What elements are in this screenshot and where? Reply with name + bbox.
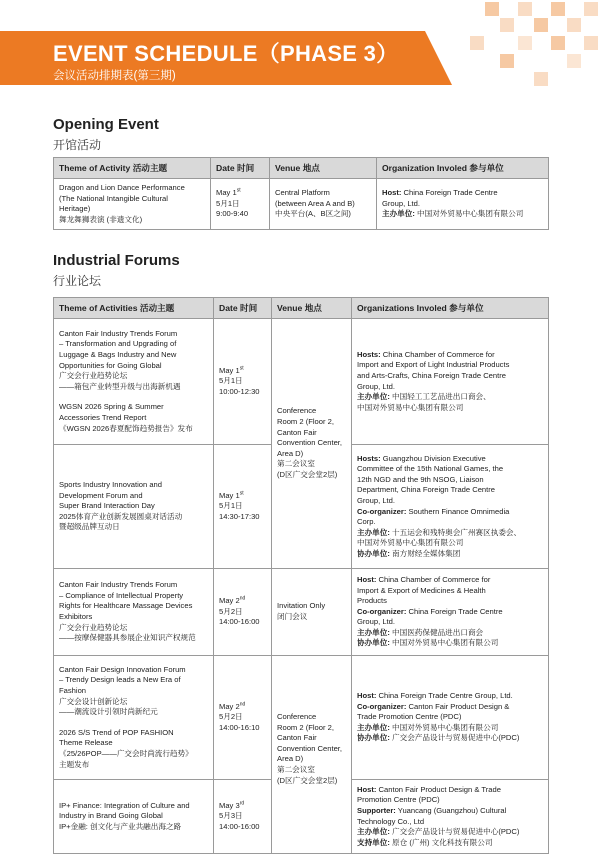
theme-line: 2025体育产业创新发展圆桌对话活动 xyxy=(59,511,183,521)
org-line: 协办单位: 广交会产品设计与贸易促进中心(PDC) xyxy=(357,733,520,743)
decor-square xyxy=(551,36,565,50)
table-header-row xyxy=(54,158,549,179)
theme-line: WGSN 2026 Spring & Summer xyxy=(59,402,164,412)
col-header-date: Date 时间 xyxy=(214,298,272,319)
venue-cell xyxy=(272,569,352,656)
theme-line: Industry in Brand Going Global xyxy=(59,811,163,821)
decor-square xyxy=(485,2,499,16)
org-cell xyxy=(352,780,549,854)
theme-line: Fashion xyxy=(59,686,87,696)
table-row xyxy=(54,179,549,230)
theme-line: ——按摩保健器具参展企业知识产权规范 xyxy=(59,633,196,643)
org-line: 中国对外贸易中心集团有限公司 xyxy=(357,402,464,412)
theme-cell xyxy=(54,656,214,780)
date-time: 14:00-16:10 xyxy=(219,722,260,732)
table-row xyxy=(54,656,549,780)
org-line: Import and Export of Light Industrial Products xyxy=(357,360,510,370)
theme-line: Canton Fair Industry Trends Forum xyxy=(59,328,178,338)
org-line: Group, Ltd. xyxy=(357,617,395,627)
opening-section-subtitle: 开馆活动 xyxy=(53,138,102,152)
theme-line: IP+金融: 创文化与产业共融出海之路 xyxy=(59,821,182,831)
theme-cell xyxy=(54,445,214,569)
header-banner xyxy=(0,31,420,85)
theme-line: Dragon and Lion Dance Performance xyxy=(59,183,185,192)
theme-line: ——箱包产业转型升级与出海新机遇 xyxy=(59,381,181,391)
theme-line: IP+ Finance: Integration of Culture and xyxy=(59,800,190,810)
theme-line: Super Brand Interaction Day xyxy=(59,501,155,511)
org-line: 12th NGD and the 9th NSOG, Liaison xyxy=(357,474,484,484)
col-header-venue: Venue 地点 xyxy=(272,298,352,319)
date-month: May 1st xyxy=(219,490,244,500)
date-month: May 1st xyxy=(216,187,241,198)
decor-square xyxy=(534,72,548,86)
date-month: May 2nd xyxy=(219,595,246,606)
org-cell xyxy=(377,179,549,230)
opening-section-title: Opening Event xyxy=(53,116,159,133)
org-line: Products xyxy=(357,596,387,606)
theme-line: Accessories Trend Report xyxy=(59,412,147,422)
date-cell xyxy=(211,179,270,230)
decor-square xyxy=(584,36,598,50)
theme-line: 广交会行业趋势论坛 xyxy=(59,371,128,381)
theme-line: 广交会设计创新论坛 xyxy=(59,696,128,706)
venue-line: Area D) xyxy=(277,448,304,458)
theme-line: 《25/26POP——广交会时尚流行趋势》 xyxy=(59,748,193,758)
opening-table xyxy=(53,157,549,230)
org-line: 主办单位: 中国医药保健品进出口商会 xyxy=(357,627,484,637)
date-cn: 5月1日 xyxy=(219,376,243,386)
theme-line: ——潮流设计引领时尚新纪元 xyxy=(59,707,158,717)
org-line: Committee of the 15th National Games, the xyxy=(357,464,504,474)
org-line: Import & Export of Medicines & Health xyxy=(357,585,486,595)
date-time: 14:00-16:00 xyxy=(219,821,260,831)
theme-line: – Trendy Design leads a New Era of xyxy=(59,675,181,685)
date-month: May 3rd xyxy=(219,800,245,810)
date-cn: 5月2日 xyxy=(219,712,243,722)
org-line: Group, Ltd. xyxy=(357,495,395,505)
date-time: 14:30-17:30 xyxy=(219,511,260,521)
decor-square xyxy=(567,18,581,32)
forums-section-title: Industrial Forums xyxy=(53,252,180,269)
org-line: Host: China Chamber of Commerce for xyxy=(357,574,491,584)
venue-line: (D区广交会堂2层) xyxy=(277,775,338,785)
venue-line: Invitation Only xyxy=(277,601,326,611)
org-line: Host: Canton Fair Product Design & Trade xyxy=(357,784,501,794)
table-header-row xyxy=(54,298,549,319)
decor-square xyxy=(518,36,532,50)
date-cell xyxy=(214,445,272,569)
decor-square xyxy=(534,18,548,32)
org-line: Trade Promotion Centre (PDC) xyxy=(357,712,462,722)
page-subtitle: 会议活动排期表(第三期) xyxy=(53,70,176,82)
venue-line: Canton Fair xyxy=(277,733,317,743)
org-line: Co-organizer: Canton Fair Product Design & xyxy=(357,701,510,711)
theme-line: Canton Fair Design Innovation Forum xyxy=(59,664,186,674)
org-line: Host: China Foreign Trade Centre Group, Ltd. xyxy=(357,691,513,701)
theme-line: Exhibitors xyxy=(59,612,93,621)
col-header-org: Organization Involed 参与单位 xyxy=(377,158,549,179)
venue-line: (D区广交会堂2层) xyxy=(277,469,338,479)
org-line: Hosts: Guangzhou Division Executive xyxy=(357,453,486,463)
date-month: May 1st xyxy=(219,365,244,375)
venue-line: Convention Center, xyxy=(277,743,343,753)
decor-square xyxy=(470,36,484,50)
forums-table xyxy=(53,297,549,854)
theme-line: 主题发布 xyxy=(59,759,90,769)
theme-line: Luggage & Bags Industry and New xyxy=(59,350,177,360)
venue-line: (between Area A and B) xyxy=(275,198,355,208)
venue-line: 闭门会议 xyxy=(277,612,308,621)
date-cell xyxy=(214,780,272,854)
org-cell xyxy=(352,569,549,656)
theme-line: Canton Fair Industry Trends Forum xyxy=(59,580,178,590)
col-header-theme: Theme of Activities 活动主题 xyxy=(54,298,214,319)
date-cell xyxy=(214,569,272,656)
col-header-org: Organizations Involed 参与单位 xyxy=(352,298,549,319)
org-cell xyxy=(352,656,549,780)
venue-line: Room 2 (Floor 2, xyxy=(277,722,334,732)
theme-line: Heritage) xyxy=(59,204,91,214)
theme-line: 暨超级品牌互动日 xyxy=(59,522,120,532)
col-header-date: Date 时间 xyxy=(211,158,270,179)
page-title: EVENT SCHEDULE（PHASE 3） xyxy=(53,41,399,66)
date-time: 9:00-9:40 xyxy=(216,209,249,219)
venue-line: Central Platform xyxy=(275,188,330,198)
org-line: 支持单位: 原仓 (广州) 文化科技有限公司 xyxy=(357,837,493,847)
decor-square xyxy=(500,54,514,68)
org-line: Co-organizer: China Foreign Trade Centre xyxy=(357,606,503,616)
org-line: Hosts: China Chamber of Commerce for xyxy=(357,349,495,359)
theme-line: – Transformation and Upgrading of xyxy=(59,339,177,349)
date-cell xyxy=(214,319,272,445)
venue-line: Conference xyxy=(277,712,317,721)
org-line: Co-organizer: Southern Finance Omnimedia xyxy=(357,506,510,516)
org-line: 协办单位: 中国对外贸易中心集团有限公司 xyxy=(357,638,499,648)
org-line: Technology Co., Ltd xyxy=(357,816,425,826)
venue-line: Conference xyxy=(277,406,317,416)
org-line: Department, China Foreign Trade Centre xyxy=(357,485,496,495)
theme-cell xyxy=(54,780,214,854)
table-row xyxy=(54,569,549,656)
org-line: 主办单位: 广交会产品设计与贸易促进中心(PDC) xyxy=(357,827,520,837)
theme-line: 广交会行业趋势论坛 xyxy=(59,622,128,632)
date-time: 10:00-12:30 xyxy=(219,386,260,396)
theme-line: Theme Release xyxy=(59,738,113,748)
venue-cell xyxy=(270,179,377,230)
date-cn: 5月3日 xyxy=(219,811,243,821)
date-cn: 5月2日 xyxy=(219,606,243,616)
theme-line: (The National Intangible Cultural xyxy=(59,193,168,203)
org-cell xyxy=(352,445,549,569)
theme-line: Rights for Healthcare Massage Devices xyxy=(59,601,193,611)
org-cell xyxy=(352,319,549,445)
org-line: 协办单位: 南方财经全媒体集团 xyxy=(357,548,461,558)
org-line: Host: China Foreign Trade Centre xyxy=(382,188,498,198)
theme-cell xyxy=(54,319,214,445)
col-header-venue: Venue 地点 xyxy=(270,158,377,179)
theme-line: Sports Industry Innovation and xyxy=(59,480,163,490)
date-cn: 5月1日 xyxy=(216,198,240,208)
col-header-theme: Theme of Activity 活动主题 xyxy=(54,158,211,179)
venue-line: Canton Fair xyxy=(277,427,317,437)
org-line: Corp. xyxy=(357,517,376,527)
forums-section-subtitle: 行业论坛 xyxy=(53,274,102,288)
theme-line: Development Forum and xyxy=(59,490,143,500)
theme-line: – Compliance of Intellectual Property xyxy=(59,590,184,600)
decor-square xyxy=(584,2,598,16)
org-line: 中国对外贸易中心集团有限公司 xyxy=(357,538,464,548)
org-line: Promotion Centre (PDC) xyxy=(357,795,440,805)
org-line: Group, Ltd. xyxy=(382,198,420,208)
org-line: Group, Ltd. xyxy=(357,381,395,391)
date-cell xyxy=(214,656,272,780)
venue-line: 第二会议室 xyxy=(277,764,315,774)
venue-cell xyxy=(272,319,352,569)
venue-line: Convention Center, xyxy=(277,438,343,448)
org-line: Supporter: Yuancang (Guangzhou) Cultural xyxy=(357,805,507,815)
table-row xyxy=(54,319,549,445)
theme-line: Opportunities for Going Global xyxy=(59,360,162,370)
decor-square xyxy=(500,18,514,32)
theme-line: 2026 S/S Trend of POP FASHION xyxy=(59,727,174,737)
theme-line: 《WGSN 2026春夏配饰趋势报告》发布 xyxy=(59,423,193,433)
venue-line: Room 2 (Floor 2, xyxy=(277,417,334,427)
theme-cell xyxy=(54,179,211,230)
org-line: 主办单位: 中国对外贸易中心集团有限公司 xyxy=(382,209,524,219)
decor-square xyxy=(518,2,532,16)
date-cn: 5月1日 xyxy=(219,501,243,511)
decor-square xyxy=(551,2,565,16)
theme-cell xyxy=(54,569,214,656)
decor-square xyxy=(567,54,581,68)
org-line: 主办单位: 中国轻工工艺品进出口商会、 xyxy=(357,392,491,402)
org-line: 主办单位: 十五运会和残特奥会广州赛区执委会、 xyxy=(357,527,522,537)
date-time: 14:00-16:00 xyxy=(219,617,260,627)
theme-line: 舞龙舞狮表演 (非遗文化) xyxy=(59,214,143,224)
venue-line: 第二会议室 xyxy=(277,459,315,469)
venue-line: Area D) xyxy=(277,754,304,764)
date-month: May 2nd xyxy=(219,701,246,711)
venue-line: 中央平台(A、B区之间) xyxy=(275,209,351,219)
org-line: and Arts-Crafts, China Foreign Trade Centre xyxy=(357,370,506,380)
org-line: 主办单位: 中国对外贸易中心集团有限公司 xyxy=(357,722,499,732)
venue-cell xyxy=(272,656,352,854)
